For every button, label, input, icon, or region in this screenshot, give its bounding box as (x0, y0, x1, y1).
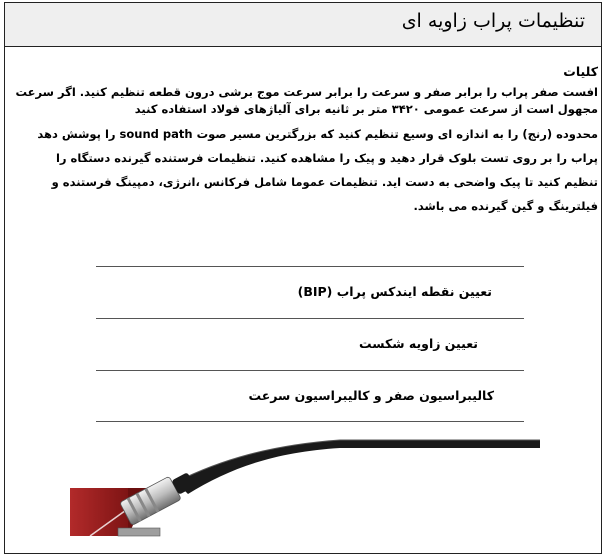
description-line: تنظیم کنید تا پیک واضحی به دست اید. تنظیمات عموما شامل فرکانس ،انرژی، دمپینگ فرستنده و (51, 175, 598, 189)
menu-item-zero-velocity-calibration[interactable] (96, 370, 524, 422)
description-line: محدوده (رنج) را به اندازه ای وسیع تنظیم کنید که بزرگترین مسیر صوت sound path را پوشش دهد (37, 127, 598, 141)
angle-probe-illustration (0, 420, 608, 560)
cable-line (176, 440, 540, 494)
probe-connector (120, 468, 198, 526)
probe-base (118, 528, 160, 536)
menu-item-label: کالیبراسیون صفر و کالیبراسیون سرعت (248, 388, 494, 403)
section-title: کلیات (563, 64, 598, 79)
description-line: پراب را بر روی تست بلوک قرار دهید و پیک را مشاهده کنید. تنظیمات فرستنده گیرنده دستگاه را (55, 151, 598, 165)
topic-menu (96, 266, 524, 422)
description-line: مجهول است از سرعت عمومی ۳۴۲۰ متر بر ثانیه برای آلیاژهای فولاد استفاده کنید (134, 102, 598, 116)
card-header (5, 3, 601, 47)
menu-item-refraction-angle[interactable] (96, 318, 524, 370)
menu-item-label: تعیین زاویه شکست (359, 336, 478, 351)
description-line: افست صفر پراب را برابر صفر و سرعت را برابر سرعت موج برشی درون قطعه تنظیم کنید. اگر سرعت (15, 85, 598, 99)
menu-item-label: تعیین نقطه ایندکس پراب (BIP) (297, 284, 492, 299)
menu-item-bip[interactable] (96, 266, 524, 318)
general-description (15, 84, 598, 218)
page-title: تنظیمات پراب زاویه ای (401, 10, 585, 32)
description-line: فیلترینگ و گین گیرنده می باشد. (413, 199, 598, 213)
